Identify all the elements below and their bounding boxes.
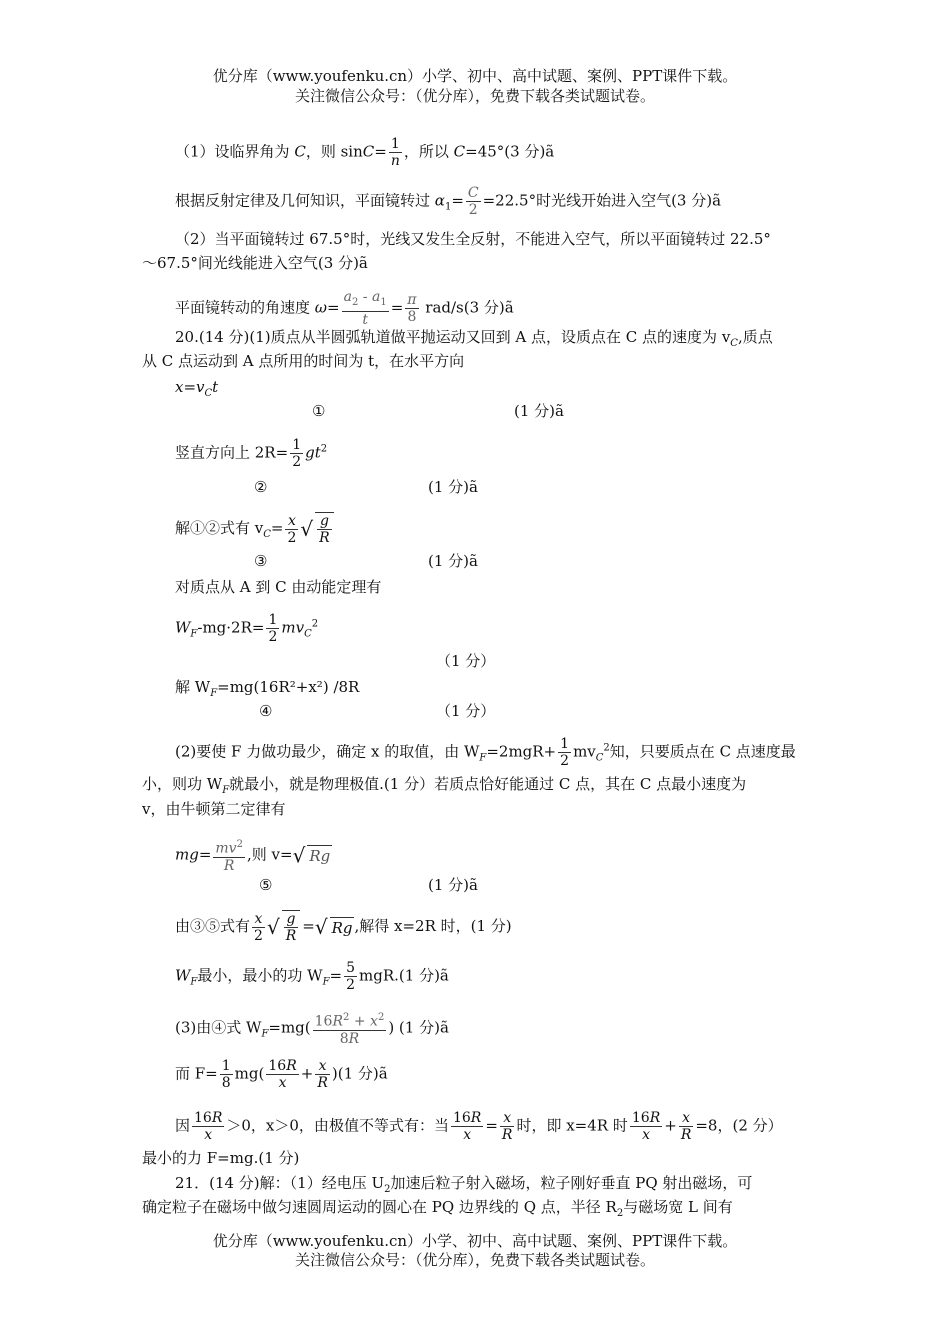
q19-p5: 平面镜转动的角速度 ω= $\frac{a_2 - a_1}{t}$ = $\frac{\pi}{8}$ rad/s(3 分)ã [175,289,514,328]
q21-l2: 确定粒子在磁场中做匀速圆周运动的圆心在 PQ 边界线的 Q 点，半径 $R_2$与磁场宽 L 间有 [142,1198,733,1219]
q20-p2c: v，由牛顿第二定律有 [142,800,286,818]
q20-p3: (3)由④式 $W_F=mg$( $\frac{16R^2 + x^2}{8R}$ ) (1 分)ã [175,1012,449,1047]
q20-and-f: 而 F= $\frac{1}{8}$ mg( $\frac{16R}{x}$ + $\frac{x}{R}$ )(1 分)ã [175,1058,388,1091]
q20-eq1: $x=v_Ct$ [175,378,219,399]
q20-pts-a: （1 分） [436,652,496,670]
q20-mark4: ④ [259,702,273,720]
q20-mark1: ① [312,402,326,420]
q20-pts2: (1 分)ã [428,478,478,496]
q20-wf-eq: $W_F-mg\cdot 2R=$ $\frac{1}{2}$ $mv_C^2$ [175,612,319,645]
q19-p1: （1）设临界角为 C，则 sinC= $\frac{1}{n}$ ，所以 C=45°(3 分)ã [175,136,555,169]
q20-from35: 由③⑤式有 $\frac{x}{2}$ √ $\frac{g}{R}$ =√ Rg ,解得 x=2R 时，(1 分) [175,910,512,944]
q20-pts5: (1 分)ã [428,876,478,894]
footer-line-2: 关注微信公众号：（优分库），免费下载各类试题试卷。 [294,1251,655,1269]
q20-pts3: (1 分)ã [428,552,478,570]
q20-pts1: (1 分)ã [514,402,564,420]
q20-energy: 对质点从 A 到 C 由动能定理有 [175,578,382,596]
q19-p2: 根据反射定律及几何知识，平面镜转过 $\alpha_1=$ $\frac{C}{2}$ =22.5°时光线开始进入空气(3 分)ã [175,185,722,218]
header-line-2: 关注微信公众号：（优分库），免费下载各类试题试卷。 [294,87,655,105]
q20-p2b: 小，则功 $W_F$就最小，就是物理极值.(1 分）若质点恰好能通过 C 点，其在 C 点最小速度为 [142,775,747,796]
q20-minf: 最小的力 F=mg.(1 分) [142,1149,300,1167]
q21-l1: 21．(14 分)解：（1）经电压 $U_2$加速后粒子射入磁场，粒子刚好垂直 PQ 射出磁场，可 [175,1174,753,1195]
q19-p3: （2）当平面镜转过 67.5°时，光线又发生全反射，不能进入空气，所以平面镜转过 22.5° [175,230,771,248]
footer-line-1: 优分库（www.youfenku.cn）小学、初中、高中试题、案例、PPT课件下载。 [212,1232,738,1250]
q20-intro-1: 20.(14 分)(1)质点从半圆弧轨道做平抛运动又回到 A 点，设质点在 C 点的速度为 $v_C$,质点 [175,328,773,349]
q20-wfmin: $W_F$最小，最小的功 $W_F=$ $\frac{5}{2}$ mgR.(1 分)ã [175,960,449,993]
q20-vertical: 竖直方向上 2R= $\frac{1}{2}$ $gt^2$ [175,437,328,470]
q20-mark3: ③ [254,552,268,570]
q20-sol-wf: 解 $W_F=mg(16R^2+x^2)$ /8R [175,678,360,699]
q20-mark5: ⑤ [259,876,273,894]
q19-p4: ～67.5°间光线能进入空气(3 分)ã [142,254,368,272]
q20-p2a: (2)要使 F 力做功最少，确定 x 的取值，由 $W_F=2mgR+$ $\frac{1}{2}$ $mv_C^2$知，只要质点在 C 点速度最 [175,736,796,769]
q20-mg-eq: mg= $\frac{mv^2}{R}$ ,则 v=√ Rg [175,839,331,874]
q20-solve12: 解①②式有 $v_C=$ $\frac{x}{2}$ √ $\frac{g}{R}$ [175,512,336,546]
q20-since: 因 $\frac{16R}{x}$ ＞0，x＞0，由极值不等式有：当 $\frac{16R}{x}$ = $\frac{x}{R}$ 时，即 x=4R 时 $\frac{16R}{x}$ + $\frac{x}{R}$ =8，(2 分） [175,1110,783,1143]
header-line-1: 优分库（www.youfenku.cn）小学、初中、高中试题、案例、PPT课件下载。 [212,67,738,85]
q20-pts4: （1 分） [436,702,496,720]
q20-mark2: ② [254,478,268,496]
q20-intro-2: 从 C 点运动到 A 点所用的时间为 t，在水平方向 [142,352,465,370]
